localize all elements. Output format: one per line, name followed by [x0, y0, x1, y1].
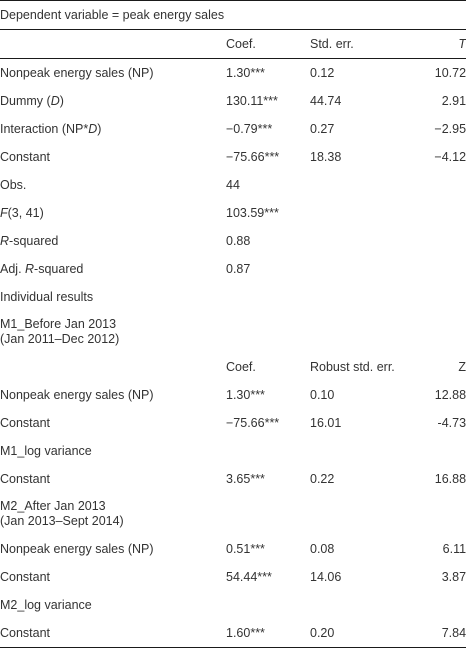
obs-value: 44: [226, 177, 240, 192]
coef-value: 54.44***: [226, 569, 272, 584]
coef-value: −75.66***: [226, 149, 280, 164]
std-err-value: 44.74: [310, 93, 342, 108]
z-value: 16.88: [434, 471, 466, 486]
z-value: 7.84: [418, 619, 466, 648]
std-err-value: 14.06: [310, 569, 342, 584]
coef-value: −0.79***: [226, 121, 273, 136]
table-row: [0, 465, 466, 493]
table-row: [0, 59, 466, 88]
row-label: Constant: [0, 569, 51, 584]
obs-label: Obs.: [0, 177, 27, 192]
m1-header-row: [0, 311, 466, 353]
row-label: Constant: [0, 149, 51, 164]
std-err-value: 0.12: [310, 65, 335, 80]
coef-value: 1.30***: [226, 65, 265, 80]
obs-row: [0, 171, 466, 199]
coef-value: 0.51***: [226, 541, 265, 556]
table-row: [0, 115, 466, 143]
f-stat-value: 103.59***: [226, 205, 279, 220]
t-value: 2.91: [441, 93, 466, 108]
r-squared-value: 0.88: [226, 233, 251, 248]
row-label: Nonpeak energy sales (NP): [0, 387, 154, 402]
table-row: [0, 563, 466, 591]
table-title-row: [0, 1, 466, 30]
header-row: [0, 30, 466, 59]
t-value: 10.72: [434, 65, 466, 80]
z-value: 6.11: [442, 541, 466, 556]
z-value: 3.87: [441, 569, 466, 584]
coef-value: −75.66***: [226, 415, 280, 430]
f-stat-row: [0, 199, 466, 227]
individual-results-row: [0, 283, 466, 311]
table-row: [0, 409, 466, 437]
r-squared-label: R-squared: [0, 233, 59, 248]
f-stat-label: F(3, 41): [0, 205, 44, 220]
row-label: Constant: [0, 471, 51, 486]
table-row: [0, 619, 466, 648]
row-label: Interaction (NP*D): [0, 121, 102, 136]
individual-results-label: Individual results: [0, 289, 94, 304]
sub-header-robust-std-err: Robust std. err.: [310, 359, 395, 374]
row-label: Constant: [0, 619, 226, 648]
std-err-value: 0.22: [310, 471, 335, 486]
std-err-value: 0.27: [310, 121, 335, 136]
sub-header-coef: Coef.: [226, 359, 256, 374]
coef-value: 130.11***: [226, 93, 278, 108]
std-err-value: 16.01: [310, 415, 342, 430]
sub-header-z: Z: [458, 359, 466, 374]
std-err-value: 0.08: [310, 541, 335, 556]
m2-header-row: [0, 493, 466, 535]
m2-logvar-label: M2_log variance: [0, 597, 92, 612]
row-label: Nonpeak energy sales (NP): [0, 65, 154, 80]
m1-logvar-row: [0, 437, 466, 465]
adj-r-squared-row: [0, 255, 466, 283]
header-coef: Coef.: [226, 30, 310, 59]
adj-r-squared-label: Adj. R-squared: [0, 261, 84, 276]
std-err-value: 18.38: [310, 149, 342, 164]
coef-value: 1.30***: [226, 387, 265, 402]
t-value: −4.12: [434, 149, 466, 164]
adj-r-squared-value: 0.87: [226, 261, 251, 276]
header-blank: [0, 30, 226, 59]
table-row: [0, 87, 466, 115]
m1-logvar-label: M1_log variance: [0, 443, 92, 458]
sub-header-row: [0, 353, 466, 381]
row-label: Dummy (D): [0, 93, 64, 108]
std-err-value: 0.10: [310, 387, 335, 402]
row-label: Constant: [0, 415, 51, 430]
m2-label: M2_After Jan 2013 (Jan 2013–Sept 2014): [0, 499, 124, 528]
z-value: -4.73: [437, 415, 466, 430]
m2-logvar-row: [0, 591, 466, 619]
row-label: Nonpeak energy sales (NP): [0, 541, 154, 556]
table-row: [0, 381, 466, 409]
coef-value: 1.60***: [226, 619, 310, 648]
m1-label: M1_Before Jan 2013 (Jan 2011–Dec 2012): [0, 317, 120, 346]
r-squared-row: [0, 227, 466, 255]
header-t: T: [418, 30, 466, 59]
z-value: 12.88: [434, 387, 466, 402]
table-row: [0, 535, 466, 563]
table-row: [0, 143, 466, 171]
t-value: −2.95: [434, 121, 466, 136]
std-err-value: 0.20: [310, 619, 418, 648]
table-title: Dependent variable = peak energy sales: [0, 1, 466, 30]
header-std-err: Std. err.: [310, 30, 418, 59]
coef-value: 3.65***: [226, 471, 265, 486]
